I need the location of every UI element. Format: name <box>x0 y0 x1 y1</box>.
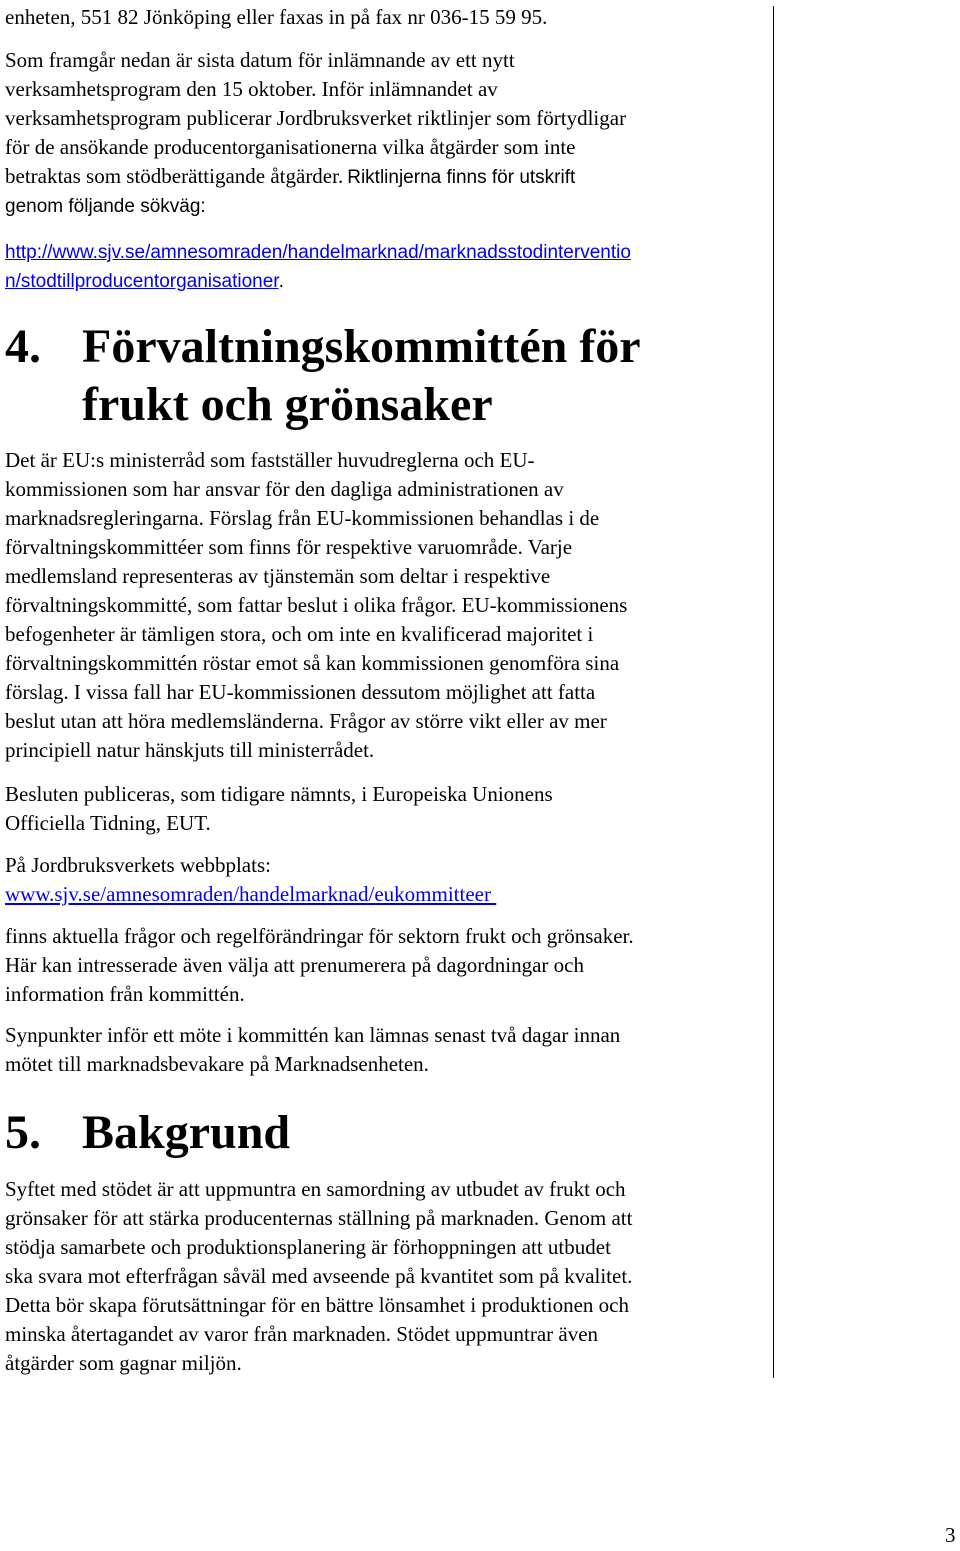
page-number: 3 <box>945 1523 956 1547</box>
section-5-number: 5. <box>5 1106 41 1159</box>
section-4-paragraph-2: Besluten publiceras, som tidigare nämnts, i Europeiska Unionens Officiella Tidning, EUT. <box>5 782 553 835</box>
section-5-heading <box>5 1104 765 1162</box>
section-4-title-line2: frukt och grönsaker <box>82 378 493 431</box>
section-5-paragraph-1: Syftet med stödet är att uppmuntra en samordning av utbudet av frukt och grönsaker för att stärka producenternas ställning på marknaden. Genom att stödja samarbete och produktionsplanering är förhoppningen att utbudet ska svara mot efterfrågan såväl med avseende på kvantitet som på kvalitet. Detta bör skapa förutsättningar för en bättre lönsamhet i produktionen och minska återtagandet av varor från marknaden. Stödet uppmuntrar även åtgärder som gagnar miljön. <box>5 1177 633 1375</box>
section-4-web-label: På Jordbruksverkets webbplats: <box>5 853 271 877</box>
section-4-paragraph-5: Synpunkter inför ett möte i kommittén kan lämnas senast två dagar innan mötet till marknadsbevakare på Marknadsenheten. <box>5 1023 621 1076</box>
eu-committee-link[interactable]: www.sjv.se/amnesomraden/handelmarknad/eukommitteer <box>5 882 497 906</box>
intro-paragraph <box>5 46 765 221</box>
guidelines-link[interactable] <box>5 242 631 292</box>
intro-paragraph-sans-text: Riktlinjerna finns för utskrift genom följande sökväg: <box>5 167 576 217</box>
intro-paragraph-text: Som framgår nedan är sista datum för inlämnande av ett nytt verksamhetsprogram den 15 oktober. Inför inlämnandet av verksamhetsprogram publicerar Jordbruksverket riktlinjer som förtydligar för de ansökande producentorganisationerna vilka åtgärder som inte betraktas som stödberättigande åtgärder. <box>5 48 627 188</box>
section-4-paragraph-1: Det är EU:s ministerråd som fastställer huvudreglerna och EU- kommissionen som har ansvar för den dagliga administrationen av marknadsregleringarna. Förslag från EU-kommissionen behandlas i de förvaltningskommittéer som finns för respektive varuområde. Varje medlemsland representeras av tjänstemän som deltar i respektive förvaltningskommitté, som fattar beslut i olika frågor. EU-kommissionens befogenheter är tämligen stora, och om inte en kvalificerad majoritet i förvaltningskommittén röstar emot så kan kommissionen genomföra sina förslag. I vissa fall har EU-kommissionen dessutom möjlighet att fatta beslut utan att höra medlemsländerna. Frågor av större vikt eller av mer principiell natur hänskjuts till ministerrådet. <box>5 448 628 762</box>
guidelines-link-block <box>5 238 775 296</box>
guidelines-link-line1: http://www.sjv.se/amnesomraden/handelmarknad/marknadsstodinterventio <box>5 242 631 263</box>
margin-rule <box>773 6 774 1378</box>
section-4-number: 4. <box>5 320 41 373</box>
intro-first-line: enheten, 551 82 Jönköping eller faxas in på fax nr 036-15 59 95. <box>5 5 548 29</box>
section-4-heading <box>5 318 765 438</box>
section-4-paragraph-4: finns aktuella frågor och regelförändringar för sektorn frukt och grönsaker. Här kan intresserade även välja att prenumerera på dagordningar och information från kommittén. <box>5 924 634 1006</box>
guidelines-link-line2: n/stodtillproducentorganisationer <box>5 271 279 292</box>
section-5-title: Bakgrund <box>82 1106 291 1159</box>
section-4-title-line1: Förvaltningskommittén för <box>82 320 641 373</box>
guidelines-link-period: . <box>278 271 284 292</box>
